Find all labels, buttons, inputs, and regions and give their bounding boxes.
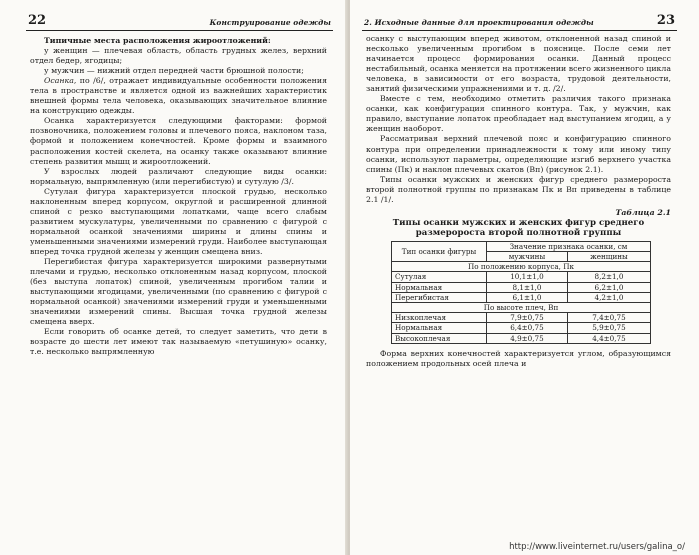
left-running-title: Конструирование одежды [209,18,331,27]
paragraph: Типичные места расположения жироотложений: [44,36,271,45]
right-page-header [362,12,677,31]
paragraph: Рассматривая верхний плечевой пояс и конфигурацию спинного контура при определении принадлежности к тому или иному типу осанки, используют параметры, определяющие изгиб верхнего участка спины (Пк) и наклон плечевых скатов (Вп) (рисунок 2.1). [366,134,671,174]
table-section: По высоте плеч, Вп [392,303,651,313]
paragraph: осанку с выступающим вперед животом, отклоненной назад спиной и несколько увеличенным прогибом в пояснице. После семи лет начинается процесс формирования осанки. Данный процесс нестабильный, осанка меняется на протяжении всего жизненного цикла человека, в зависимости от его возраста, трудовой деятельности, занятий физическими упражнениями и т. д. /2/. [366,34,671,94]
table-row: Низкоплечая 7,9±0,75 7,4±0,75 [392,313,651,323]
left-page-number: 22 [28,13,47,28]
col-header-value: Значение признака осанки, см [487,241,651,251]
table-row: Нормальная 6,4±0,75 5,9±0,75 [392,323,651,333]
right-page [350,0,699,555]
paragraph: У взрослых людей различают следующие виды осанки: нормальную, выпрямленную (или перегибистую) и сутулую /3/. [30,166,327,186]
left-page-text [30,36,327,358]
paragraph: Вместе с тем, необходимо отметить различия такого признака осанки, как конфигурация спинного контура. Так, у мужчин, как правило, выступание лопаток преобладает над выступанием ягодиц, а у женщин наоборот. [366,94,671,134]
table-caption: Таблица 2.1 [615,207,671,217]
paragraph: Типы осанки мужских и женских фигур среднего размероростa второй полнотной группы по признакам Пк и Вп приведены в таблице 2.1 /1/. [366,174,671,204]
paragraph: Форма верхних конечностей характеризуется углом, образующимся положением продольных осей плеча и [366,348,671,368]
paragraph: у женщин — плечевая область, область грудных желез, верхний отдел бедер, ягодицы; [30,46,327,66]
watermark-url: http://www.liveinternet.ru/users/galina_o/ [509,542,685,552]
left-page [0,0,347,555]
table-row: Сутулая 10,1±1,0 8,2±1,0 [392,272,651,282]
paragraph: Перегибистая фигура характеризуется широкими развернутыми плечами и грудью, несколько отклоненным назад корпусом, плоской (без выступа лопаток) спиной, увеличенным прогибом талии и выступающими ягодицами, увеличенными (по сравнению с фигурой с нормальной осанкой) значениями измерений груди и уменьшенными значениями измерений спины. Высшая точка грудной железы смещена вверх. [30,257,327,327]
paragraph: Осанка характеризуется следующими факторами: формой позвоночника, положением головы и плечевого пояса, наклоном таза, формой и положением конечностей. Кроме формы и взаимного расположения костей скелета, на осанку также оказывают влияние степень развития мышц и жироотложений. [30,116,327,166]
col-header-men: мужчины [487,252,568,262]
paragraph: у мужчин — нижний отдел передней части брюшной полости; [44,66,304,76]
table-row: Высокоплечая 4,9±0,75 4,4±0,75 [392,333,651,343]
table-row: Перегибистая 6,1±1,0 4,2±1,0 [392,292,651,302]
right-page-number: 23 [656,13,675,28]
right-running-title: 2. Исходные данные для проектирования одежды [364,18,594,27]
col-header-type: Тип осанки фигуры [392,241,487,261]
col-header-women: женщины [567,252,650,262]
table-section: По положению корпуса, Пк [392,262,651,272]
table-row: Нормальная 8,1±1,0 6,2±1,0 [392,282,651,292]
paragraph: Осанка, по /6/, отражает индивидуальные особенности положения тела в пространстве и является одной из важнейших характеристик внешней формы тела человека, оказывающих значительное влияние на конструкцию одежды. [30,76,327,116]
table-title: Типы осанки мужских и женских фигур среднего размероростa второй полнотной группы [392,217,645,238]
right-page-text [366,34,671,369]
paragraph: Если говорить об осанке детей, то следует заметить, что дети в возрасте до шести лет имеют так называемую «петушиную» осанку, т.е. несколько выпрямленную [30,327,327,357]
left-page-header [26,12,333,31]
posture-table [391,241,651,344]
paragraph: Сутулая фигура характеризуется плоской грудью, несколько наклоненным вперед корпусом, округлой и расширенной длинной спиной с резко выступающими лопатками, чаще всего слабым развитием мускулатуры, увеличенными по сравнению с фигурой с нормальной осанкой значениями ширины и длины спины и уменьшенными значениями измерений груди. Наиболее выступающая вперед точка грудной железы у женщин смещена вниз. [30,186,327,256]
